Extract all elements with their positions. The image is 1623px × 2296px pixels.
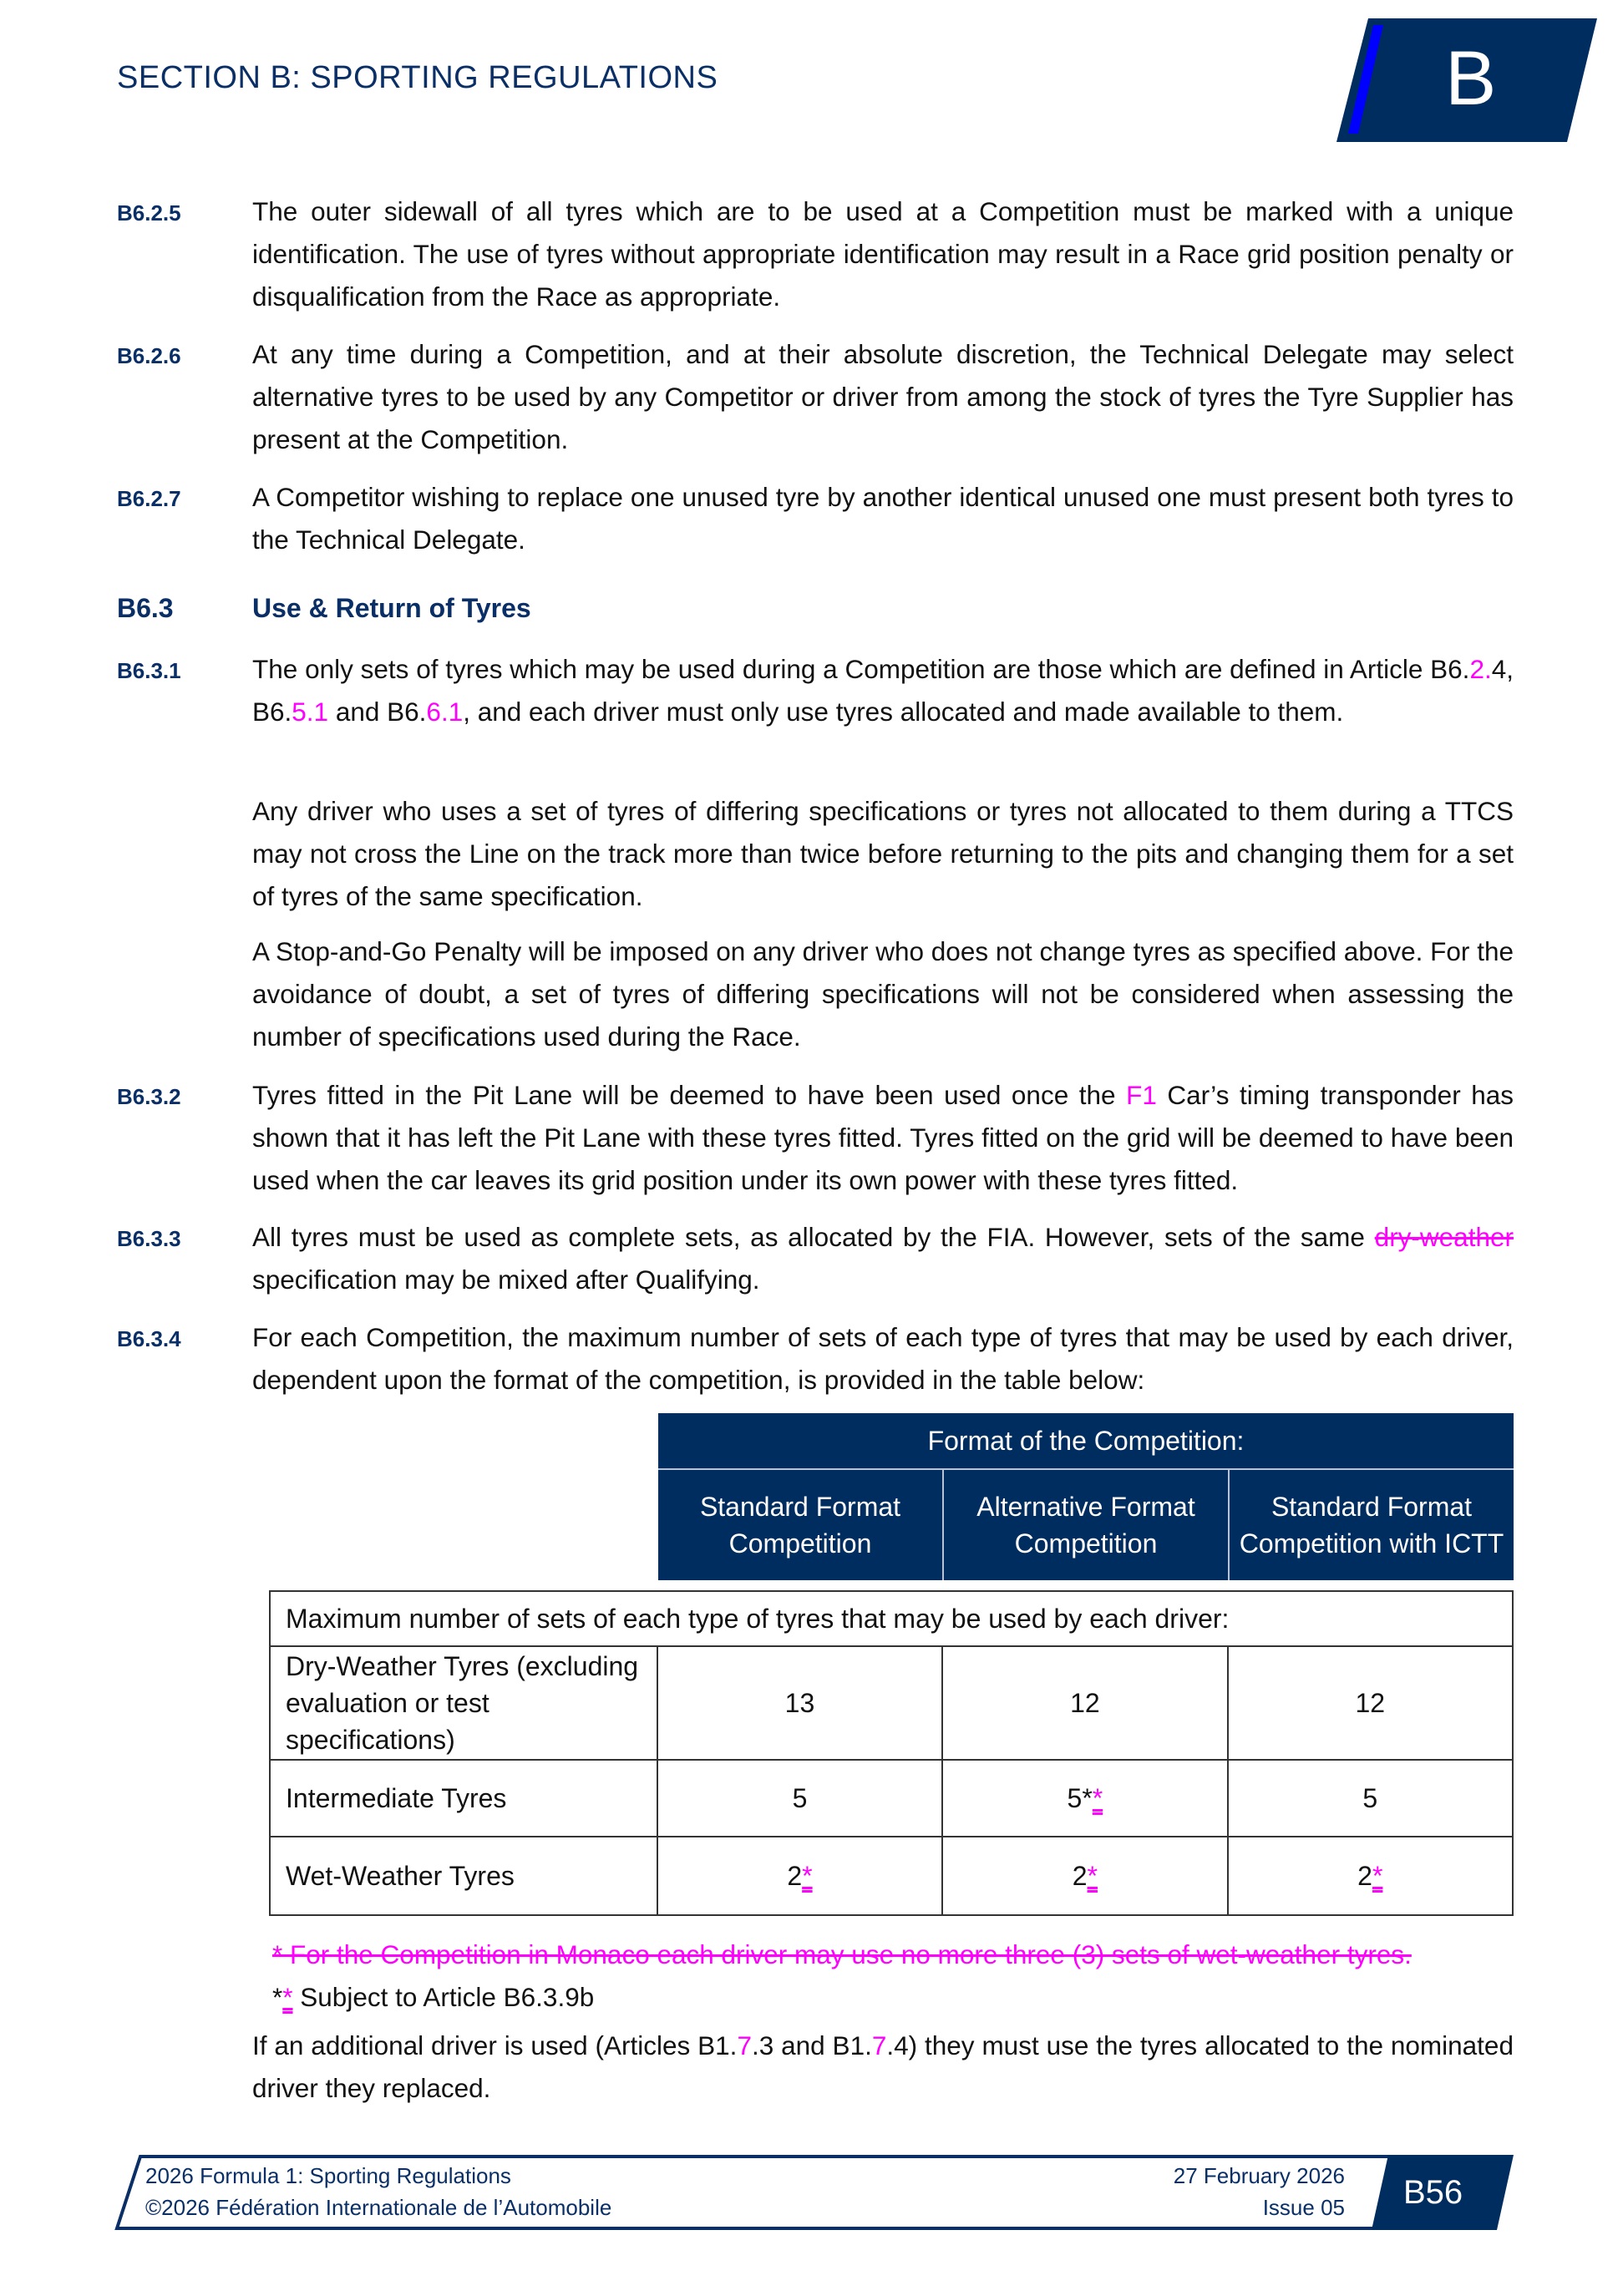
revision-mark: * <box>1087 1860 1098 1891</box>
text-run: 4, B6. <box>252 654 1514 727</box>
revision-mark: * <box>1092 1782 1103 1813</box>
table-cell: 5 <box>657 1760 942 1837</box>
table-cell: 5 <box>1228 1760 1513 1837</box>
revision-mark: 5.1 <box>292 697 329 727</box>
text-run: The only sets of tyres which may be used during a Competition are those which are defined in Article B6. <box>252 654 1470 684</box>
closing-paragraph <box>252 2025 1514 2110</box>
revision-mark: * <box>1372 1860 1383 1891</box>
text-run: All tyres must be used as complete sets, as allocated by the FIA. However, sets of the same <box>252 1222 1375 1252</box>
deleted-footnote: * For the Competition in Monaco each driver may use no more three (3) sets of wet-weather tyres. <box>272 1939 1412 1969</box>
table-row <box>270 1646 1513 1760</box>
revision-mark: * <box>282 1982 293 2012</box>
table-cell: 2* <box>657 1837 942 1915</box>
row-label: Dry-Weather Tyres (excluding evaluation or test specifications) <box>270 1646 657 1760</box>
article-number: B6.3.1 <box>117 658 181 683</box>
article-text <box>252 1074 1514 1202</box>
article-number: B6.3.4 <box>117 1326 181 1351</box>
article-number: B6.2.6 <box>117 343 181 368</box>
table-cell: 2* <box>1228 1837 1513 1915</box>
subsection-number: B6.3 <box>117 593 174 623</box>
article-number: B6.2.5 <box>117 200 181 226</box>
text-run: and B6. <box>328 697 427 727</box>
article-text: Any driver who uses a set of tyres of differing specifications or tyres not allocated to them during a TTCS may not cross the Line on the track more than twice before returning to the pits and changing them for a set of tyres of the same specification. <box>252 796 1514 911</box>
article-number: B6.2.7 <box>117 486 181 511</box>
page-number: B56 <box>1403 2174 1463 2211</box>
revision-mark: 6.1 <box>426 697 464 727</box>
table-cell: 12 <box>942 1646 1227 1760</box>
table-row <box>270 1837 1513 1915</box>
text-run: * <box>272 1982 283 2012</box>
section-badge <box>1333 17 1597 142</box>
text-run: Tyres fitted in the Pit Lane will be deemed to have been used once the <box>252 1080 1127 1110</box>
footer-date: 27 February 2026 <box>1173 2163 1345 2188</box>
revision-mark: 7 <box>737 2030 752 2060</box>
footer-title: 2026 Formula 1: Sporting Regulations <box>145 2163 511 2188</box>
column-header: Standard Format Competition with ICTT <box>1239 1492 1504 1559</box>
table-cell: 2* <box>942 1837 1227 1915</box>
revision-mark: * <box>802 1860 813 1891</box>
article-text: At any time during a Competition, and at their absolute discretion, the Technical Delegate may select alternative tyres to be used by any Competitor or driver from among the stock of tyres the Tyre Supplier has present at the Competition. <box>252 339 1514 454</box>
footer-copyright: ©2026 Fédération Internationale de l’Automobile <box>145 2195 612 2220</box>
tyre-allocation-table <box>269 1590 1514 1916</box>
text-run: If an additional driver is used (Articles B1. <box>252 2030 738 2060</box>
table-caption: Maximum number of sets of each type of tyres that may be used by each driver: <box>270 1591 1513 1646</box>
column-header: Alternative Format Competition <box>944 1470 1230 1580</box>
section-title: SECTION B: SPORTING REGULATIONS <box>117 60 718 95</box>
article-text: The outer sidewall of all tyres which are to be used at a Competition must be marked with a unique identification. The use of tyres without appropriate identification may result in a Race grid position penalty or disqualification from the Race as appropriate. <box>252 196 1514 312</box>
text-run: .3 and B1. <box>751 2030 872 2060</box>
table-caption-row <box>270 1591 1513 1646</box>
revision-mark: 7 <box>871 2030 887 2060</box>
table-row <box>270 1760 1513 1837</box>
row-label: Wet-Weather Tyres <box>270 1837 657 1915</box>
revision-mark: F1 <box>1126 1080 1157 1110</box>
article-text <box>252 648 1514 733</box>
text-run: , and each driver must only use tyres allocated and made available to them. <box>463 697 1344 727</box>
table-cell: 5** <box>942 1760 1227 1837</box>
text-run: Car’s timing transponder has shown that it has left the Pit Lane with these tyres fitted. Tyres fitted on the grid will be deemed to have been used when the car leaves its grid position under its own power with these tyres fitted. <box>252 1080 1514 1195</box>
section-letter: B <box>1445 36 1497 121</box>
footer-issue: Issue 05 <box>1262 2195 1345 2220</box>
table-cell: 13 <box>657 1646 942 1760</box>
article-number: B6.3.3 <box>117 1226 181 1251</box>
text-run: .4) they must use the tyres allocated to the nominated driver they replaced. <box>252 2030 1514 2103</box>
page-footer <box>114 2153 1514 2232</box>
article-text: A Competitor wishing to replace one unused tyre by another identical unused one must present both tyres to the Technical Delegate. <box>252 482 1514 555</box>
article-text <box>252 1216 1514 1301</box>
deleted-text: dry-weather <box>1374 1222 1514 1252</box>
table-cell: 12 <box>1228 1646 1513 1760</box>
footnote <box>272 1982 594 2013</box>
text-run: Subject to Article B6.3.9b <box>292 1982 595 2012</box>
text-run: specification may be mixed after Qualifying. <box>252 1265 760 1295</box>
article-text: For each Competition, the maximum number of sets of each type of tyres that may be used by each driver, dependent upon the format of the competition, is provided in the table below: <box>252 1322 1514 1395</box>
table-header <box>658 1413 1514 1580</box>
subsection-title: Use & Return of Tyres <box>252 593 531 623</box>
column-header: Standard Format Competition <box>658 1470 944 1580</box>
revision-mark: 2. <box>1469 654 1492 684</box>
table-group-header: Format of the Competition: <box>658 1413 1514 1470</box>
article-text: A Stop-and-Go Penalty will be imposed on any driver who does not change tyres as specified above. For the avoidance of doubt, a set of tyres of differing specifications will not be considered when assessing the number of specifications used during the Race. <box>252 936 1514 1052</box>
article-number: B6.3.2 <box>117 1084 181 1109</box>
row-label: Intermediate Tyres <box>270 1760 657 1837</box>
